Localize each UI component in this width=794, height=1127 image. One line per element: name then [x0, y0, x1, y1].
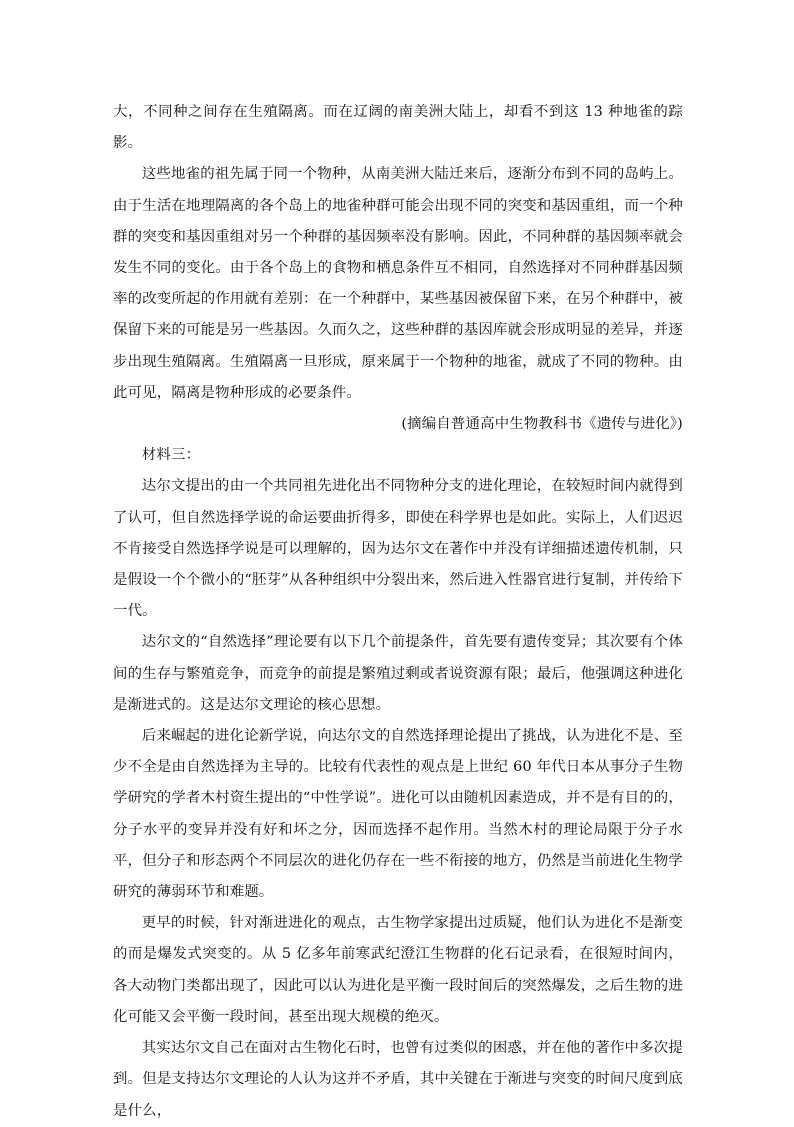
paragraph-1: 大，不同种之间存在生殖隔离。而在辽阔的南美洲大陆上，却看不到这 13 种地雀的踪影。	[113, 104, 683, 152]
paragraph-7: 其实达尔文自己在面对古生物化石时，也曾有过类似的困惑，并在他的著作中多次提到。但是支持达尔文理论的人认为这并不矛盾，其中关键在于渐进与突变的时间尺度到底是什么，	[113, 1040, 683, 1119]
paragraph-6: 更早的时候，针对渐进进化的观点，古生物学家提出过质疑，他们认为进化不是渐变的而是爆发式突变的。从 5 亿多年前寒武纪澄江生物群的化石记录看，在很短时间内，各大动物门类都出现了，因此可以认为进化是平衡一段时间后的突然爆发，之后生物的进化可能又会平衡一段时间，甚至出现大规模的绝灭。	[113, 915, 683, 1025]
section-heading: 材料三：	[141, 447, 201, 464]
paragraph-5: 后来崛起的进化论新学说，向达尔文的自然选择理论提出了挑战，认为进化不是、至少不全是由自然选择为主导的。比较有代表性的观点是上世纪 60 年代日本从事分子生物学研究的学者木村资生提出的“中性学说”。进化可以由随机因素造成，并不是有目的的，分子水平的变异并没有好和坏之分，因而选择不起作用。当然木村的理论局限于分子水平，但分子和形态两个不同层次的进化仍存在一些不衔接的地方，仍然是当前进化生物学研究的薄弱环节和难题。	[113, 728, 683, 901]
document-page	[113, 97, 683, 1127]
source-citation: (摘编自普通高中生物教科书《遗传与进化》)	[401, 416, 683, 433]
paragraph-3: 达尔文提出的由一个共同祖先进化出不同物种分支的进化理论，在较短时间内就得到了认可，但自然选择学说的命运要曲折得多，即使在科学界也是如此。实际上，人们迟迟不肯接受自然选择学说是可以理解的，因为达尔文在著作中并没有详细描述遗传机制，只是假设一个个微小的“胚芽”从各种组织中分裂出来，然后进入性器官进行复制，并传给下一代。	[113, 478, 683, 620]
paragraph-2: 这些地雀的祖先属于同一个物种，从南美洲大陆迁来后，逐渐分布到不同的岛屿上。由于生活在地理隔离的各个岛上的地雀种群可能会出现不同的突变和基因重组，而一个种群的突变和基因重组对另一个种群的基因频率没有影响。因此，不同种群的基因频率就会发生不同的变化。由于各个岛上的食物和栖息条件互不相同，自然选择对不同种群基因频率的改变所起的作用就有差别：在一个种群中，某些基因被保留下来，在另个种群中，被保留下来的可能是另一些基因。久而久之，这些种群的基因库就会形成明显的差异，并逐步出现生殖隔离。生殖隔离一旦形成，原来属于一个物种的地雀，就成了不同的物种。由此可见，隔离是物种形成的必要条件。	[113, 166, 683, 401]
paragraph-4: 达尔文的“自然选择”理论要有以下几个前提条件，首先要有遗传变异；其次要有个体间的生存与繁殖竞争，而竞争的前提是繁殖过剩或者说资源有限；最后，他强调这种进化是渐进式的。这是达尔文理论的核心思想。	[113, 634, 683, 713]
